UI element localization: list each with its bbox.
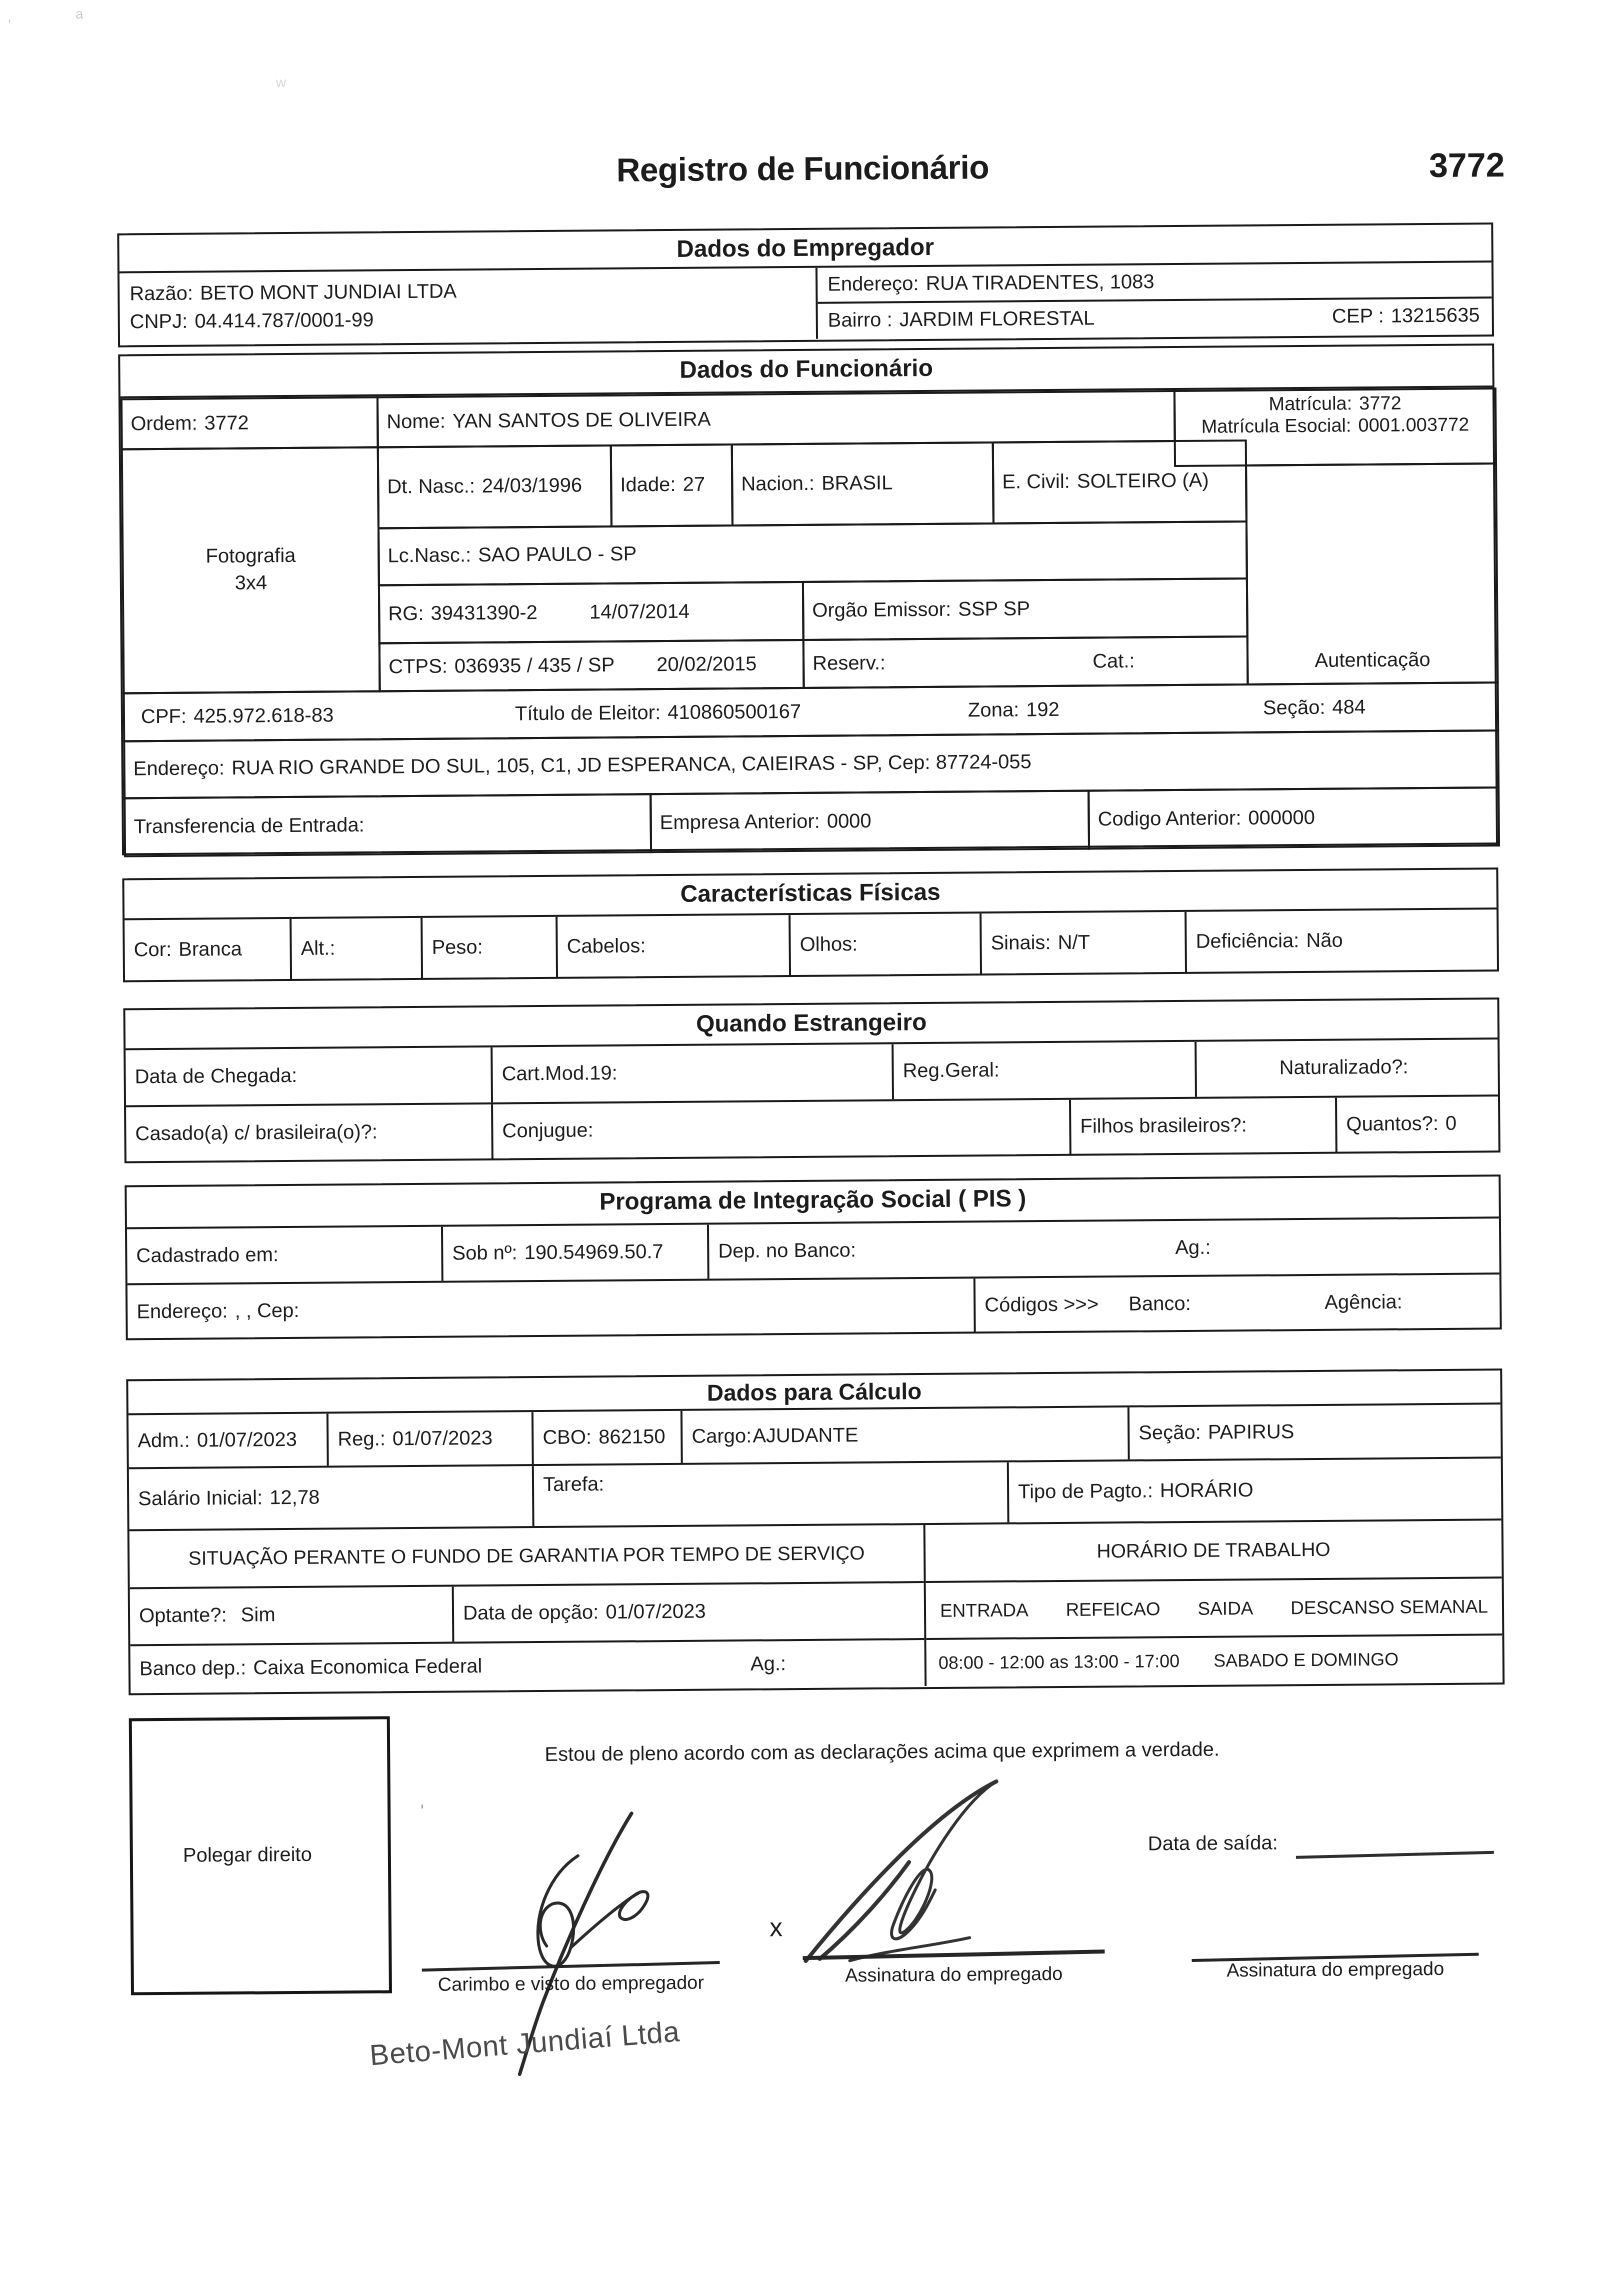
field-orgao-emissor: Orgão Emissor: SSP SP xyxy=(802,577,1248,641)
fgts-title: SITUAÇÃO PERANTE O FUNDO DE GARANTIA POR TEMPO DE SERVIÇO xyxy=(129,1525,923,1589)
page-title: Registro de Funcionário xyxy=(616,148,990,189)
declaration-text: Estou de pleno acordo com as declarações acima que exprimem a verdade. xyxy=(544,1738,1220,1767)
field-nacionalidade: Nacion.: BRASIL xyxy=(731,441,995,526)
section-dados-calculo xyxy=(126,1368,1504,1695)
field-endereco-funcionario: Endereço: RUA RIO GRANDE DO SUL, 105, C1, JD ESPERANCA, CAIEIRAS - SP, Cep: 87724-055 xyxy=(123,729,1499,799)
x-mark: x xyxy=(769,1912,783,1943)
section-title: Dados do Funcionário xyxy=(120,346,1492,399)
horario-values xyxy=(926,1636,1502,1687)
field-nome: Nome: YAN SANTOS DE OLIVEIRA xyxy=(376,390,1175,448)
field-quantos: Quantos?: 0 xyxy=(1346,1112,1457,1136)
field-titulo-eleitor: Título de Eleitor: 410860500167 xyxy=(514,700,802,726)
field-salario-inicial: Salário Inicial: 12,78 xyxy=(129,1466,534,1529)
field-zona: Zona: 192 xyxy=(967,698,1060,722)
field-data-chegada: Data de Chegada: xyxy=(126,1047,493,1105)
field-rg-data: 14/07/2014 xyxy=(589,600,690,624)
field-alt: Alt.: xyxy=(292,918,423,980)
employer-signature-label: Carimbo e visto do empregador xyxy=(437,1972,705,1996)
section-title: Características Físicas xyxy=(124,870,1496,921)
field-olhos: Olhos: xyxy=(791,914,982,976)
field-rg: RG: 39431390-2 14/07/2014 xyxy=(378,581,804,644)
field-dt-nasc: Dt. Nasc.: 24/03/1996 xyxy=(377,444,613,529)
company-stamp: Beto-Mont Jundiaí Ltda xyxy=(368,2016,682,2073)
field-ctps: CTPS: 036935 / 435 / SP 20/02/2015 xyxy=(378,639,804,692)
field-reg: Reg.: 01/07/2023 xyxy=(328,1412,533,1466)
field-pis-ag: Ag.: xyxy=(1175,1236,1211,1259)
section-title: Programa de Integração Social ( PIS ) xyxy=(127,1177,1499,1230)
field-cart-mod: Cart.Mod.19: xyxy=(493,1044,894,1102)
thumbprint-label: Polegar direito xyxy=(182,1843,312,1867)
field-cargo: Cargo: AJUDANTE xyxy=(682,1407,1129,1463)
data-saida-line xyxy=(1296,1851,1494,1859)
field-cor: Cor: Branca xyxy=(125,919,292,981)
field-pis-endereco: Endereço: , , Cep: xyxy=(127,1279,975,1340)
field-casado-brasileira: Casado(a) c/ brasileira(o)?: xyxy=(126,1104,493,1162)
field-data-opcao: Data de opção: 01/07/2023 xyxy=(462,1600,706,1625)
scan-artifact: ' xyxy=(420,1800,425,1822)
field-cpf: CPF: 425.972.618-83 xyxy=(140,704,334,729)
col-descanso: DESCANSO SEMANAL xyxy=(1290,1595,1489,1618)
scan-artifact: w xyxy=(275,74,287,91)
section-dados-empregador xyxy=(117,223,1494,348)
employee-signature-label-2: Assinatura do empregado xyxy=(1226,1958,1445,1982)
field-empresa-anterior: Empresa Anterior: 0000 xyxy=(650,790,1090,853)
field-codigos: Códigos >>> Banco: Agência: xyxy=(975,1275,1499,1333)
field-pis-banco: Banco: xyxy=(1128,1292,1191,1315)
field-bairro: Bairro : JARDIM FLORESTAL xyxy=(827,307,1095,332)
field-cadastrado-em: Cadastrado em: xyxy=(127,1227,443,1283)
field-optante: Optante?: Sim xyxy=(130,1587,454,1645)
employee-signature-label: Assinatura do empregado xyxy=(845,1963,1063,1987)
section-dados-funcionario xyxy=(118,344,1498,856)
field-idade: Idade: 27 xyxy=(610,444,734,528)
field-matricula-esocial: Matrícula Esocial: 0001.003772 xyxy=(1201,414,1470,438)
form-number: 3772 xyxy=(1428,146,1505,186)
field-banco-dep: Banco dep.: Caixa Economica Federal Ag.: xyxy=(130,1640,924,1692)
col-saida: SAIDA xyxy=(1197,1596,1254,1619)
field-reg-geral: Reg.Geral: xyxy=(894,1042,1197,1099)
field-deficiencia: Deficiência: Não xyxy=(1195,929,1343,953)
horario-valor: 08:00 - 12:00 as 13:00 - 17:00 xyxy=(938,1650,1180,1673)
field-pis-agencia: Agência: xyxy=(1324,1290,1403,1314)
field-lc-nasc: Lc.Nasc.: SAO PAULO - SP xyxy=(377,520,1247,586)
field-adm: Adm.: 01/07/2023 xyxy=(128,1414,328,1468)
horario-columns xyxy=(926,1579,1502,1641)
field-dep-banco: Dep. no Banco: Ag.: xyxy=(709,1219,1499,1279)
section-title: Dados do Empregador xyxy=(119,225,1491,274)
field-tipo-pagto: Tipo de Pagto.: HORÁRIO xyxy=(1017,1478,1254,1503)
field-data-saida: Data de saída: xyxy=(1147,1832,1279,1856)
horario-title: HORÁRIO DE TRABALHO xyxy=(925,1521,1501,1584)
field-codigo-anterior: Codigo Anterior: 000000 xyxy=(1088,786,1500,849)
field-ctps-data: 20/02/2015 xyxy=(656,652,757,676)
scan-artifact: , xyxy=(7,8,12,25)
col-refeicao: REFEICAO xyxy=(1065,1597,1161,1620)
field-secao: Seção: PAPIRUS xyxy=(1138,1420,1295,1444)
field-tarefa: Tarefa: xyxy=(534,1462,1009,1526)
field-razao: Razão: BETO MONT JUNDIAI LTDA xyxy=(129,280,457,305)
field-estado-civil: E. Civil: SOLTEIRO (A) xyxy=(992,439,1248,524)
field-cep: CEP : 13215635 xyxy=(1331,304,1480,328)
field-matricula: Matrícula: 3772 xyxy=(1268,393,1402,416)
section-caracteristicas-fisicas xyxy=(122,868,1499,983)
field-secao-eleitoral: Seção: 484 xyxy=(1262,696,1366,720)
field-peso: Peso: xyxy=(423,917,558,979)
field-naturalizado: Naturalizado?: xyxy=(1279,1056,1409,1080)
section-quando-estrangeiro xyxy=(123,998,1500,1164)
descanso-valor: SABADO E DOMINGO xyxy=(1213,1648,1399,1671)
col-entrada: ENTRADA xyxy=(939,1598,1029,1621)
photo-placeholder: Fotografia 3x4 xyxy=(121,446,381,694)
field-cbo: CBO: 862150 xyxy=(533,1411,682,1464)
field-sob-no: Sob nº: 190.54969.50.7 xyxy=(443,1225,709,1281)
section-title: Quando Estrangeiro xyxy=(125,1000,1497,1051)
field-endereco-empregador: Endereço: RUA TIRADENTES, 1083 xyxy=(817,263,1491,304)
autenticacao-cell: Autenticação xyxy=(1245,463,1499,686)
field-calculo-ag: Ag.: xyxy=(750,1652,787,1675)
section-pis xyxy=(125,1174,1502,1340)
field-conjugue: Conjugue: xyxy=(493,1100,1071,1160)
field-reserv-cat: Reserv.: Cat.: xyxy=(802,635,1248,689)
scan-artifact: a xyxy=(75,5,84,22)
employee-signature xyxy=(790,1773,1032,1970)
field-transferencia: Transferencia de Entrada: xyxy=(124,793,652,857)
field-ordem: Ordem: 3772 xyxy=(120,396,378,450)
field-cnpj: CNPJ: 04.414.787/0001-99 xyxy=(129,309,374,334)
field-sinais: Sinais: N/T xyxy=(982,912,1187,975)
field-filhos-brasileiros: Filhos brasileiros?: xyxy=(1071,1098,1337,1155)
section-title: Dados para Cálculo xyxy=(128,1371,1500,1416)
thumbprint-box xyxy=(129,1716,392,1995)
field-cabelos: Cabelos: xyxy=(558,915,791,978)
